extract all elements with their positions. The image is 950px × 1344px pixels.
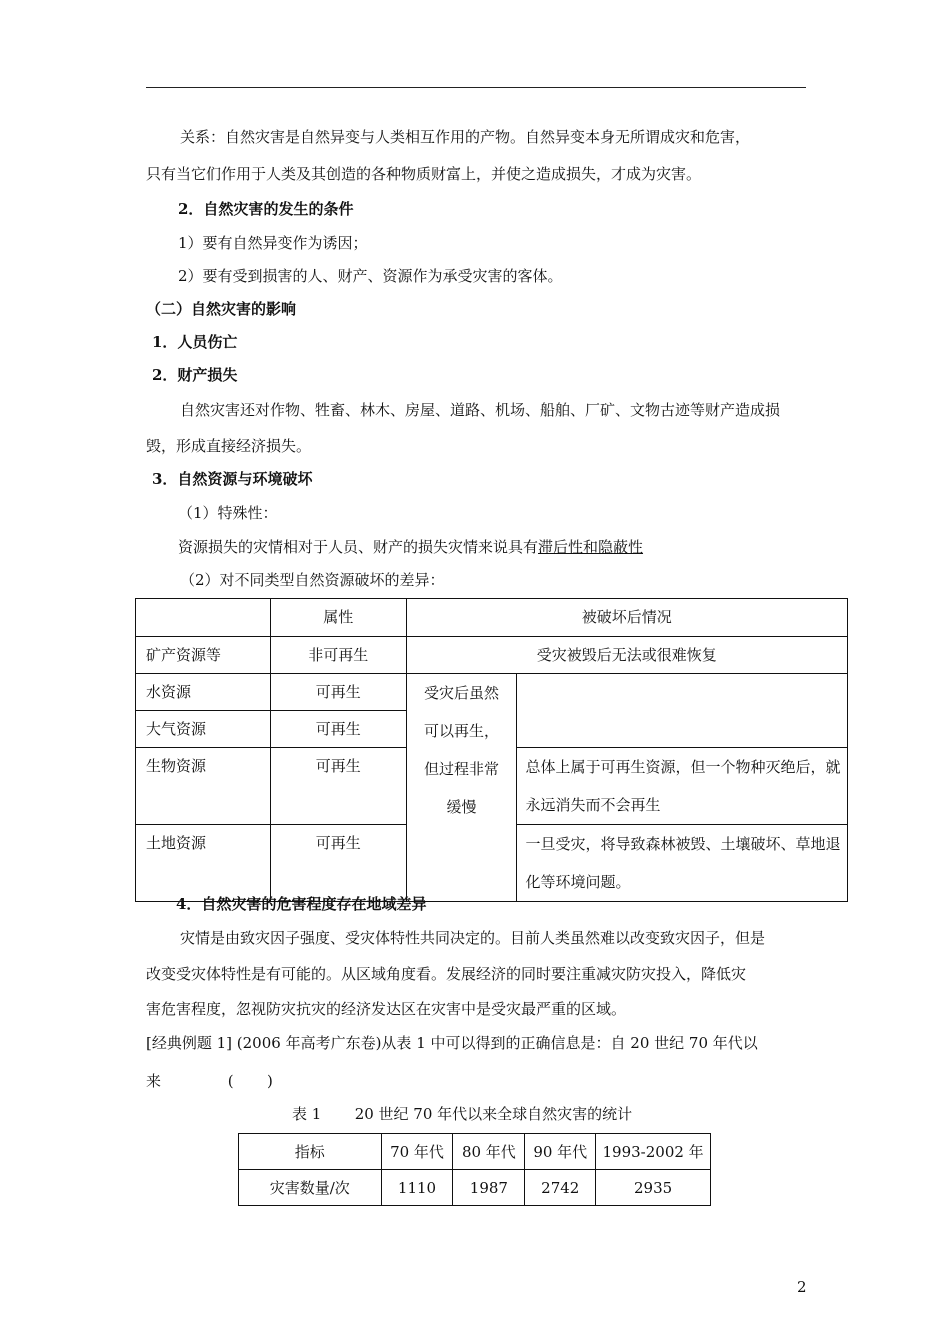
shared-damage-note [406, 674, 517, 902]
mineral-name: 矿产资源等 [136, 637, 271, 674]
table-row [239, 1134, 711, 1170]
shared-line-3: 但过程非常 [424, 760, 500, 778]
value-70s: 1110 [381, 1170, 453, 1206]
heading-impact: （二）自然灾害的影响 [146, 300, 297, 318]
header-damage: 被破坏后情况 [406, 599, 847, 637]
water-attribute: 可再生 [270, 674, 406, 711]
air-attribute: 可再生 [270, 711, 406, 748]
shared-line-2: 可以再生， [424, 722, 500, 740]
table-row [136, 674, 848, 711]
regional-paragraph-line-2: 改变受灾体特性是有可能的。从区域角度看。发展经济的同时要注重减灾防灾投入，降低灾 [146, 965, 747, 983]
col-indicator: 指标 [239, 1134, 382, 1170]
table-row [136, 599, 848, 637]
property-paragraph-line-1: 自然灾害还对作物、牲畜、林木、房屋、道路、机场、船舶、厂矿、文物古迹等财产造成损 [180, 401, 781, 419]
special-label: （1）特殊性： [178, 504, 278, 522]
stats-table-caption: 表 1 20 世纪 70 年代以来全球自然灾害的统计 [292, 1105, 633, 1123]
col-90s: 90 年代 [525, 1134, 596, 1170]
relation-paragraph-line-1: 关系：自然灾害是自然异变与人类相互作用的产物。自然异变本身无所谓成灾和危害， [180, 128, 751, 146]
shared-line-1: 受灾后虽然 [424, 684, 500, 702]
heading-casualties: 1．人员伤亡 [152, 333, 238, 351]
regional-paragraph-line-1: 灾情是由致灾因子强度、受灾体特性共同决定的。目前人类虽然难以改变致灾因子，但是 [180, 929, 766, 947]
row-label: 灾害数量/次 [239, 1170, 382, 1206]
col-80s: 80 年代 [453, 1134, 525, 1170]
heading-resources: 3．自然资源与环境破坏 [152, 470, 313, 488]
heading-conditions: 2．自然灾害的发生的条件 [178, 200, 354, 218]
heading-regional: 4．自然灾害的危害程度存在地域差异 [176, 895, 427, 913]
bio-note: 总体上属于可再生资源，但一个物种灭绝后，就永远消失而不会再生 [517, 748, 848, 825]
air-name: 大气资源 [136, 711, 271, 748]
relation-paragraph-line-2: 只有当它们作用于人类及其创造的各种物质财富上，并使之造成损失，才成为灾害。 [146, 165, 702, 183]
heading-property: 2．财产损失 [152, 366, 238, 384]
header-rule [146, 87, 806, 88]
land-attribute: 可再生 [270, 825, 406, 902]
special-text-prefix: 资源损失的灾情相对于人员、财产的损失灾情来说具有 [178, 538, 539, 556]
resource-damage-table [135, 598, 848, 902]
example-line-2: 来 ( ) [146, 1072, 273, 1090]
mineral-attribute: 非可再生 [270, 637, 406, 674]
col-70s: 70 年代 [381, 1134, 453, 1170]
table-row [239, 1170, 711, 1206]
example-line-1: [经典例题 1] (2006 年高考广东卷)从表 1 中可以得到的正确信息是：自 20 世纪 70 年代以 [146, 1034, 758, 1052]
land-name: 土地资源 [136, 825, 271, 902]
value-recent: 2935 [596, 1170, 711, 1206]
property-paragraph-line-2: 毁，形成直接经济损失。 [146, 437, 312, 455]
header-attribute: 属性 [270, 599, 406, 637]
water-name: 水资源 [136, 674, 271, 711]
condition-1: 1）要有自然异变作为诱因； [178, 234, 368, 252]
value-80s: 1987 [453, 1170, 525, 1206]
header-empty-cell [136, 599, 271, 637]
page-number: 2 [797, 1278, 807, 1296]
land-note: 一旦受灾，将导致森林被毁、土壤破坏、草地退化等环境问题。 [517, 825, 848, 902]
value-90s: 2742 [525, 1170, 596, 1206]
special-text-underlined: 滞后性和隐蔽性 [538, 538, 644, 556]
shared-line-4: 缓慢 [446, 798, 477, 816]
table-row [136, 637, 848, 674]
difference-label: （2）对不同类型自然资源破坏的差异： [180, 571, 445, 589]
bio-name: 生物资源 [136, 748, 271, 825]
bio-attribute: 可再生 [270, 748, 406, 825]
disaster-stats-table [238, 1133, 711, 1206]
condition-2: 2）要有受到损害的人、财产、资源作为承受灾害的客体。 [178, 267, 563, 285]
water-air-note-empty [517, 674, 848, 748]
regional-paragraph-line-3: 害危害程度，忽视防灾抗灾的经济发达区在灾害中是受灾最严重的区域。 [146, 1000, 627, 1018]
special-text [178, 537, 643, 557]
col-recent: 1993-2002 年 [596, 1134, 711, 1170]
mineral-damage: 受灾被毁后无法或很难恢复 [406, 637, 847, 674]
